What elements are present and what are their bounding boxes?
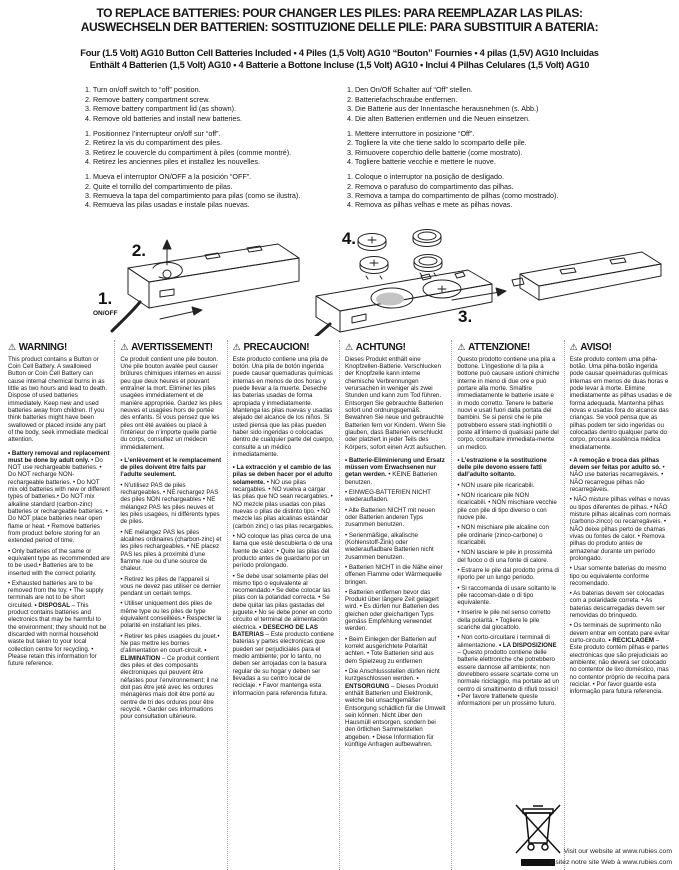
warning-paragraph: • Retirer les piles usagées du jouet.• Ne pas mettre les bornes d’alimentation en court-circuit. • ELIMINATION – Ce produit contient des piles et des composants électroniques qui peuvent être néfastes pour l’environnement; il ne doit pas être jeté avec les ordures ménagères mais doit être porté au centre de tri des ordures pour être recyclé. • Garder ces informations pour consultation ultérieure. bbox=[120, 632, 220, 721]
instruction-step: 3. Retirez le couvercle du compartiment à piles (comme montré). bbox=[85, 147, 292, 157]
compartment-lid-drawing bbox=[452, 252, 661, 300]
warning-paragraph: • L’estrazione e la sostituzione delle pile devono essere fatti dall’adulto soltanto. bbox=[457, 456, 547, 479]
instructions-right-column bbox=[347, 85, 679, 215]
instruction-step: 4. Remueva las pilas usadas e instale pilas nuevas. bbox=[85, 200, 250, 210]
warning-paragraph: • NON ricaricare pile NON ricaricabili. • NON mischiare vecchie pile con pile di tipo diverso o con nuove pile. bbox=[457, 492, 557, 522]
subtitle-line-2: Enthält 4 Batterien (1,5 Volt) AG10 • 4 Batterie a Bottone Incluse (1,5 Volt) AG10 • Inclui 4 Pilhas Celulares (1,5 Volt) AG10 bbox=[89, 60, 590, 71]
warning-heading-text: ATTENZIONE! bbox=[468, 341, 530, 353]
instruction-step: 3. Remove battery compartment lid (as shown). bbox=[85, 104, 236, 114]
warning-paragraph: • Serienmäßige, alkalische (Kohlenstoff-Zink) oder wiederaufladbare Batterien nicht zusammen benutzen. bbox=[344, 531, 434, 561]
instruction-step: 4. Remova as pilhas velhas e mete as pilhas novas. bbox=[347, 200, 513, 210]
warning-paragraph: • Inserire le pile nel senso corretto della polarità. • Togliere le pile scariche dal giocattolo. bbox=[457, 609, 551, 632]
subtitle-line-1: Four (1.5 Volt) AG10 Button Cell Batteries Included • 4 Piles (1,5 Volt) AG10 “Bouton” Fournies • 4 pilas (1,5V) AG10 Incluidas bbox=[80, 48, 599, 59]
warning-paragraph: • Beim Einlegen der Batterien auf korrekt ausgerichtete Polarität achten. • Tote Batterien sind aus dem Spielzeug zu entfernen bbox=[344, 635, 437, 665]
page-title bbox=[0, 0, 679, 34]
warning-paragraph: • NE mélangez PAS les piles alcalines ordinaires (charbon-zinc) et les piles rechargeables. • NE placez PAS les piles à proximité d’une flamme nue ou d’une source de chaleur. bbox=[120, 528, 222, 573]
instructions-french bbox=[85, 129, 347, 166]
warning-column-it bbox=[452, 340, 564, 870]
warning-triangle-icon: ⚠ bbox=[457, 341, 466, 352]
warning-heading bbox=[8, 342, 110, 353]
warning-triangle-icon: ⚠ bbox=[8, 341, 16, 352]
warning-paragraph: • Battery removal and replacement must be done by adult only. • Do NOT use rechargeable batteries. • Do NOT recharge NON-rechargeable batteries. • Do NOT mix old batteries with new or different types of batteries.• Do NOT mix alkaline standard (carbon-zinc) batteries or rechargeable batteries. • Do NOT place batteries near open flame or heat. • Remove batteries from product before storing for an extended period of time. bbox=[8, 449, 111, 545]
warning-paragraph: • NON lasciare le pile in prossimità del fuoco o di una fonte di calore. bbox=[457, 549, 553, 564]
warnings-row bbox=[0, 340, 679, 870]
warning-column-de bbox=[340, 340, 452, 870]
warning-paragraph: This product contains a Button or Coin Cell Battery. A swallowed Button or Coin Cell Battery can cause internal chemical burns in as little as two hours and lead to death. Dispose of used batteries immediately. Keep new and used batteries away from children. If you think batteries might have been swallowed or placed inside any part of the body, seek immediate medical attention. bbox=[8, 355, 108, 444]
instruction-step: 3. Remova a tampa do compartimento de pilhas (como mostrado). bbox=[347, 191, 559, 201]
warning-heading-text: AVERTISSEMENT! bbox=[131, 341, 213, 353]
warning-triangle-icon: ⚠ bbox=[120, 341, 129, 352]
warning-paragraph: • La extracción y el cambio de las pilas se deben hacer por el adulto solamente. • NO use pilas recargables. • NO vuelva a cargar las pilas que NO sean recargables. • NO mezcle pilas usadas con pilas nuevas o pilas de distinto tipo. • NO mezcle las pilas alcalinas estándar (carbón zinc) o las pilas recargables. bbox=[232, 464, 334, 530]
battery-included-note bbox=[0, 47, 679, 71]
warning-paragraph: Questo prodotto contiene una pila a bottone. L’ingestione di la pila a bottone può causare ustioni chimiche interne in meno di due ore e può portare alla morte. Smaltire immediatamente le batterie usate e in modo corretto. Tenere le batterie nuovi e usati fuori dalla portata dei bambini. Se si pensi che le pile potrebbero essere stati inghiottiti o poste all’interno di qualsiasi parte del corpo, consultare immediata-mente un medico. bbox=[457, 355, 560, 451]
instructions-german bbox=[347, 85, 679, 122]
warning-heading-text: PRECAUCIÓN! bbox=[243, 341, 310, 353]
warning-paragraph: • Non corto-circuitare i terminali di alimentazione. • LA DISPOSIZIONE – Questo prodotto contiene delle batterie elettroniche che potrebbero essere dannose all’ambiente; non dovrebbero essere scartate come un normale riciclaggio, ma portate ad un centro di smaltimento di rifiuti tossici! • Per favore trattenete queste informazioni per un prossimo futuro. bbox=[457, 634, 560, 708]
instructions-english bbox=[85, 85, 347, 122]
warning-heading bbox=[345, 342, 447, 353]
warning-paragraph: • Se debe usar solamente pilas del mismo tipo o equivalente al recomendado.• Se debe colocar las pilas con la polaridad correcta. • Se debe quitar las pilas gastadas del juguete.• No se debe poner en corto circuito el terminal de alimentación eléctrica. • DESECHO DE LAS BATERIAS – Este producto contiene baterias y partes electronicas que pueden ser perjudiciales para el medio ambiente; por lo tanto, no deben ser arrojadas con la basura regular de su hogar y deben ser llevadas a su centro local de reciclaje. • Favor mantenga esta informacion para referencia futura. bbox=[232, 572, 334, 697]
warning-heading bbox=[457, 342, 559, 353]
warning-paragraph: • Utiliser uniquement des piles de même type ou les piles de type équivalent conseillées.• Respecter la polarité en installant les piles. bbox=[120, 600, 222, 630]
warning-paragraph: • Usar somente baterias do mesmo tipo ou equivalente conforme recomendado. bbox=[569, 565, 667, 587]
button-cells-drawing bbox=[358, 229, 442, 279]
instruction-step: 1. Mueva el interruptor ON/OFF a la posición “OFF”. bbox=[85, 172, 252, 182]
warning-heading bbox=[233, 342, 335, 353]
warning-heading-text: AVISO! bbox=[580, 341, 612, 353]
diagram-step1-label: 1. bbox=[98, 288, 113, 308]
warning-paragraph: • Os terminais de suprimento não devem entrar em contato pare evitar curto-circuito. • RECICLAGEM – Este produto contém pilhas e partes electrónicas que são prejudiciais ao ambiente; não deverá ser colocado no contentor de lixo doméstico, mas no contentor próprio de recolha para reciclar. • Por favor guarde esta informação para futura referencia. bbox=[569, 622, 670, 696]
footer-website bbox=[549, 846, 672, 868]
warning-paragraph: • A remoção e troca das pilhas devem ser feitas por adulto só. • NÃO use baterias recarregáveis. • NÃO recarregue pilhas não recarregáveis. bbox=[569, 456, 665, 494]
warning-paragraph: Este producto contiene una pila de botón. Una pila de botón ingerida puede causar quemaduras químicas internas en menos de dos horas y puede llevar a la muerte. Deseche las baterías usadas de forma apropiada y inmediatamente. Mantenga las pilas nuevas y usadas alejado del alcance de los niños. Si usted piensa que las pilas pueden haber sido ingeridas o colocadas dentro de cualquier parte del cuerpo, consulte a un médico inmediatamente. bbox=[232, 355, 334, 458]
warning-paragraph: • NO coloque las pilas cerca de una llama que esté descubierta o de una fuente de calor. • Quite las pilas del producto antes de guardarlo por un período prolongado. bbox=[232, 532, 333, 570]
warning-paragraph: • NÃO misture pilhas velhas e novas ou tipos diferentes de pilhas. • NÃO misture pilhas alcalinas com normais (carbono-zinco) ou recarregáveis. • NÃO deixe pilhas perto de chamas vivas ou fontes de calor. • Remova pilhas do produto antes de armazenar durante um período prolongado. bbox=[569, 496, 671, 562]
instruction-step: 3. Die Batterie aus der Innentasche herausnehmen (s. Abb.) bbox=[347, 104, 539, 114]
instruction-step: 1. Den On/Off Schalter auf “Off” stellen. bbox=[347, 85, 473, 95]
title-line-1: TO REPLACE BATTERIES: POUR CHANGER LES PILES: PARA REEMPLAZAR LAS PILAS: bbox=[96, 6, 583, 20]
warning-paragraph: • Estrarre le pile dal prodotto prima di riporlo per un lungo periodo. bbox=[457, 566, 560, 582]
warning-paragraph: Dieses Produkt enthält eine Knopfzellen-Batterie. Verschlucken der Knopfzelle kann interne chemische Verbrennungen verursachen in weniger als zwei Stunden und kann zum Tod führen. Entsorgen Sie gebrauchte Batterien sofort und ordnungsgemäß. Bewahren Sie neue und gebrauchte Batterien fern vor Kindern. Wenn Sie glauben, dass Batterien verschluckt oder platziert in jeder Teils des Körpers, sofort einen Arzt aufsuchen. bbox=[344, 355, 447, 451]
diagram-onoff-label: ON/OFF bbox=[93, 309, 118, 317]
warning-paragraph: • EINWEG-BATTERIEN NICHT wiederaufladen. bbox=[344, 489, 431, 504]
footer-line-fr: Visitez notre site Web à www.rubies.com bbox=[549, 858, 672, 866]
instruction-step: 4. Die alten Batterien entfernen und die Neuen einsetzen. bbox=[347, 113, 531, 123]
instruction-step: 2. Remova o parafuso do compartimento das pilhas. bbox=[347, 181, 514, 191]
warning-paragraph: • Batterien NICHT in die Nähe einer offenen Flamme oder Wärmequelle bringen. bbox=[344, 563, 443, 586]
footer-line-en: Visit our website at www.rubies.com bbox=[563, 847, 672, 855]
warning-paragraph: • Si raccomanda di usare soltanto le pile raccoman-date o di tipo equivalente. bbox=[457, 584, 557, 607]
instruction-step: 1. Coloque o interruptor na posição de desligado. bbox=[347, 172, 505, 182]
warning-column-pt bbox=[565, 340, 676, 870]
instruction-step: 1. Positionnez l’interrupteur on/off sur “off”. bbox=[85, 128, 221, 138]
diagram-step3-label: 3. bbox=[458, 306, 473, 326]
device-open-drawing bbox=[311, 270, 492, 336]
warning-paragraph: • Alte Batterien NICHT mit neuen oder Batterien anderen Typs zusammen benutzen. bbox=[344, 506, 436, 529]
instructions-spanish bbox=[85, 172, 347, 209]
instruction-step: 2. Batteriefachschraube entfernen. bbox=[347, 94, 458, 104]
warning-paragraph: • N’utilisez PAS de piles rechargeables. • NE rechargez PAS des piles NON rechargeables • NE mélangez PAS les piles neuves et les piles usagées, ni différents types de piles. bbox=[120, 481, 220, 526]
warning-heading-text: WARNING! bbox=[18, 341, 67, 353]
instructions-section bbox=[0, 85, 679, 215]
warning-paragraph: • Retirez les piles de l’appareil si vous ne devez pas utiliser ce dernier pendant un certain temps. bbox=[120, 575, 221, 598]
warning-paragraph: • Exhausted batteries are to be removed from the toy. • The supply terminals are not to be short circuited. • DISPOSAL – This product contains batteries and electronics that may be harmful to the environment; they should not be discarded with normal household waste but taken to your local collection centre for recycling. • Please retain this information for future reference. bbox=[8, 579, 107, 668]
title-line-2: AUSWECHSELN DER BATTERIEN: SOSTITUZIONE DELLE PILE: PARA SUBSTITUIR A BATERIA: bbox=[80, 20, 599, 35]
instruction-step: 2. Togliere la vite che tiene saldo lo scomparto delle pile. bbox=[347, 138, 527, 148]
battery-diagram bbox=[0, 218, 679, 336]
warning-paragraph: • Only batteries of the same or equivalent type as recommended are to be used.• Batteries are to be inserted with the correct polarity. bbox=[8, 547, 110, 577]
instruction-step: 2. Remove battery compartment screw. bbox=[85, 94, 211, 104]
warning-paragraph: • Batterie-Eliminierung und Ersatz müssen vom Erwachsenen nur getan werden. • KEINE Batterien benutzen. bbox=[344, 456, 445, 486]
warning-paragraph: • NON usare pile ricaricabili. bbox=[457, 481, 535, 489]
warning-paragraph: Este produto contem uma pilha-botão. Uma pilha-botão ingerida pode causar queimaduras químicas internas em menos de duas horas e pode levar à morte. Elimine imediatamente as pilhas usadas e de forma adequada. Mantenha pilhas novas e usadas fora do alcance das crianças. Se você pensa que as pilhas podem ter sido ingeridas ou colocadas dentro qualquer parte do corpo, procura assitência médica imediatamente. bbox=[569, 355, 672, 451]
instruction-step: 3. Remueva la tapa del compartimiento para pilas (como se ilustra). bbox=[85, 191, 301, 201]
instruction-step: 2. Retirez la vis du compartiment des piles. bbox=[85, 138, 223, 148]
warning-paragraph: • Die Anschlussstellen dürfen nicht kurzgeschlossen werden. • ENTSORGUNG – Dieses Produkt enthält Batterien und Elektronik, welche bei unsachgemäßer Entsorgung schädlich für die Umwelt sein können. Nicht über den Hausmüll entsorgen, sondern bei den örtlichen Sammelstellen abgeben. • Diese Information für künftige Anfragen aufbewahren. bbox=[344, 667, 446, 749]
warning-paragraph: • As baterias devem ser colocadas com a polaridade correta. • As baterias descarregadas devem ser removidas do brinquedo. bbox=[569, 590, 665, 620]
diagram-step4-label: 4. bbox=[341, 228, 356, 248]
instructions-left-column bbox=[85, 85, 347, 215]
instruction-step: 3. Rimuovere coperchio delle batterie (come mostrato). bbox=[347, 147, 523, 157]
instructions-portuguese bbox=[347, 172, 679, 209]
warning-heading bbox=[120, 342, 222, 353]
instruction-step: 1. Turn on/off switch to “off” position. bbox=[85, 85, 201, 95]
warning-paragraph: Ce produit contient une pile bouton. Une pile bouton avalée peut causer brûlures chimiques internes en aussi peu que deux heures et pouvant entraîner la mort. Eliminer les piles usagées immédiatement et de manière appropriée. Gardez les piles neuves et usagées hors de portée des enfants. Si vous pensez que les piles ont été avalées ou placé à l’intérieur de n’importe quelle partie du corps, consultez un médecin immédiatement. bbox=[120, 355, 222, 451]
warning-column-fr bbox=[115, 340, 227, 870]
warning-column-es bbox=[228, 340, 340, 870]
instruction-step: 1. Mettere interruttore in posizione “Off”. bbox=[347, 128, 475, 138]
warning-paragraph: • NON mischiare pile alcaline con pile ordinarie (zinco-carbone) o ricaricabili. bbox=[457, 524, 549, 546]
instruction-step: 4. Remove old batteries and install new batteries. bbox=[85, 113, 243, 123]
diagram-step2-label: 2. bbox=[131, 240, 146, 260]
warning-triangle-icon: ⚠ bbox=[569, 341, 578, 352]
warning-triangle-icon: ⚠ bbox=[344, 341, 353, 352]
warning-heading bbox=[570, 342, 672, 353]
instructions-italian bbox=[347, 129, 679, 166]
instruction-step: 4. Togliere batterie vecchie e mettere le nuove. bbox=[347, 156, 496, 166]
instruction-step: 2. Quite el tornillo del compartimiento de pilas. bbox=[85, 181, 233, 191]
warning-paragraph: • Batterien entfernen bevor das Produkt über längere Zeit gelagert wird. • Es dürfen nur Batterien des gleichen oder gleichartigen Typs gemäss Empfehlung verwendet werden. bbox=[344, 588, 439, 633]
warning-heading-text: ACHTUNG! bbox=[355, 341, 406, 353]
warning-column-en bbox=[3, 340, 115, 870]
warning-triangle-icon: ⚠ bbox=[232, 341, 241, 352]
warning-paragraph: • L’enlèvement et le remplacement de piles doivent être faits par l’adulte seulement. bbox=[120, 456, 222, 479]
instruction-step: 4. Retirez les anciennes piles et installez les nouvelles. bbox=[85, 156, 260, 166]
